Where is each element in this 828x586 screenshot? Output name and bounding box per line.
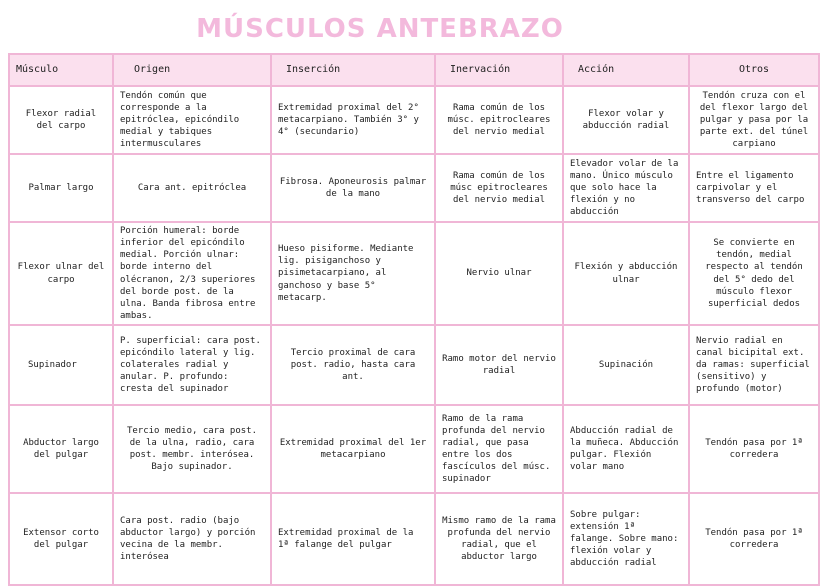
cell-insercion: Extremidad proximal del 2° metacarpiano. También 3° y 4° (secundario) <box>271 86 435 154</box>
cell-otros: Se convierte en tendón, medial respecto al tendón del 5° dedo del músculo flexor superficial dedos <box>689 222 819 325</box>
cell-inervacion: Ramo de la rama profunda del nervio radial, que pasa entre los dos fascículos del músc. supinador <box>435 405 563 493</box>
header-musculo: Músculo <box>9 54 113 86</box>
cell-inervacion: Rama común de los músc. epitrocleares del nervio medial <box>435 86 563 154</box>
cell-accion: Abducción radial de la muñeca. Abducción pulgar. Flexión volar mano <box>563 405 689 493</box>
cell-accion: Flexión y abducción ulnar <box>563 222 689 325</box>
cell-insercion: Hueso pisiforme. Mediante lig. pisiganchoso y pisimetacarpiano, al ganchoso y base 5° metacarp. <box>271 222 435 325</box>
cell-otros: Tendón cruza con el del flexor largo del pulgar y pasa por la parte ext. del túnel carpiano <box>689 86 819 154</box>
header-accion: Acción <box>563 54 689 86</box>
cell-otros: Tendón pasa por 1ª corredera <box>689 493 819 585</box>
table-row <box>9 222 819 325</box>
cell-origen: Cara ant. epitróclea <box>113 154 271 222</box>
cell-musculo: Abductor largo del pulgar <box>9 405 113 493</box>
cell-otros: Tendón pasa por 1ª corredera <box>689 405 819 493</box>
table-row <box>9 154 819 222</box>
cell-origen: Tendón común que corresponde a la epitróclea, epicóndilo medial y tabiques intermusculares <box>113 86 271 154</box>
cell-accion: Elevador volar de la mano. Único músculo que solo hace la flexión y no abducción <box>563 154 689 222</box>
page-title: MÚSCULOS ANTEBRAZO <box>196 14 564 44</box>
cell-accion: Supinación <box>563 325 689 405</box>
cell-otros: Entre el ligamento carpivolar y el transverso del carpo <box>689 154 819 222</box>
cell-inervacion: Mismo ramo de la rama profunda del nervio radial, que el abductor largo <box>435 493 563 585</box>
cell-origen: Tercio medio, cara post. de la ulna, radio, cara post. membr. interósea. Bajo supinador. <box>113 405 271 493</box>
cell-insercion: Tercio proximal de cara post. radio, hasta cara ant. <box>271 325 435 405</box>
cell-musculo: Extensor corto del pulgar <box>9 493 113 585</box>
cell-origen: P. superficial: cara post. epicóndilo lateral y lig. colaterales radial y anular. P. profundo: cresta del supinador <box>113 325 271 405</box>
table-row <box>9 405 819 493</box>
cell-origen: Porción humeral: borde inferior del epicóndilo medial. Porción ulnar: borde interno del olécranon, 2/3 superiores del borde post. de la ulna. Banda fibrosa entre ambas. <box>113 222 271 325</box>
header-inervacion: Inervación <box>435 54 563 86</box>
cell-insercion: Fibrosa. Aponeurosis palmar de la mano <box>271 154 435 222</box>
header-otros: Otros <box>689 54 819 86</box>
cell-inervacion: Rama común de los músc epitrocleares del nervio medial <box>435 154 563 222</box>
cell-musculo: Flexor ulnar del carpo <box>9 222 113 325</box>
cell-accion: Sobre pulgar: extensión 1ª falange. Sobre mano: flexión volar y abducción radial <box>563 493 689 585</box>
table-row <box>9 86 819 154</box>
cell-musculo: Supinador <box>9 325 113 405</box>
header-origen: Origen <box>113 54 271 86</box>
cell-musculo: Palmar largo <box>9 154 113 222</box>
cell-musculo: Flexor radial del carpo <box>9 86 113 154</box>
cell-otros: Nervio radial en canal bicipital ext. da ramas: superficial (sensitivo) y profundo (motor) <box>689 325 819 405</box>
cell-insercion: Extremidad proximal de la 1ª falange del pulgar <box>271 493 435 585</box>
cell-origen: Cara post. radio (bajo abductor largo) y porción vecina de la membr. interósea <box>113 493 271 585</box>
cell-accion: Flexor volar y abducción radial <box>563 86 689 154</box>
table-row <box>9 493 819 585</box>
table-row <box>9 325 819 405</box>
header-insercion: Inserción <box>271 54 435 86</box>
cell-inervacion: Ramo motor del nervio radial <box>435 325 563 405</box>
table-header-row <box>9 54 819 86</box>
cell-insercion: Extremidad proximal del 1er metacarpiano <box>271 405 435 493</box>
muscles-table <box>8 53 820 586</box>
cell-inervacion: Nervio ulnar <box>435 222 563 325</box>
